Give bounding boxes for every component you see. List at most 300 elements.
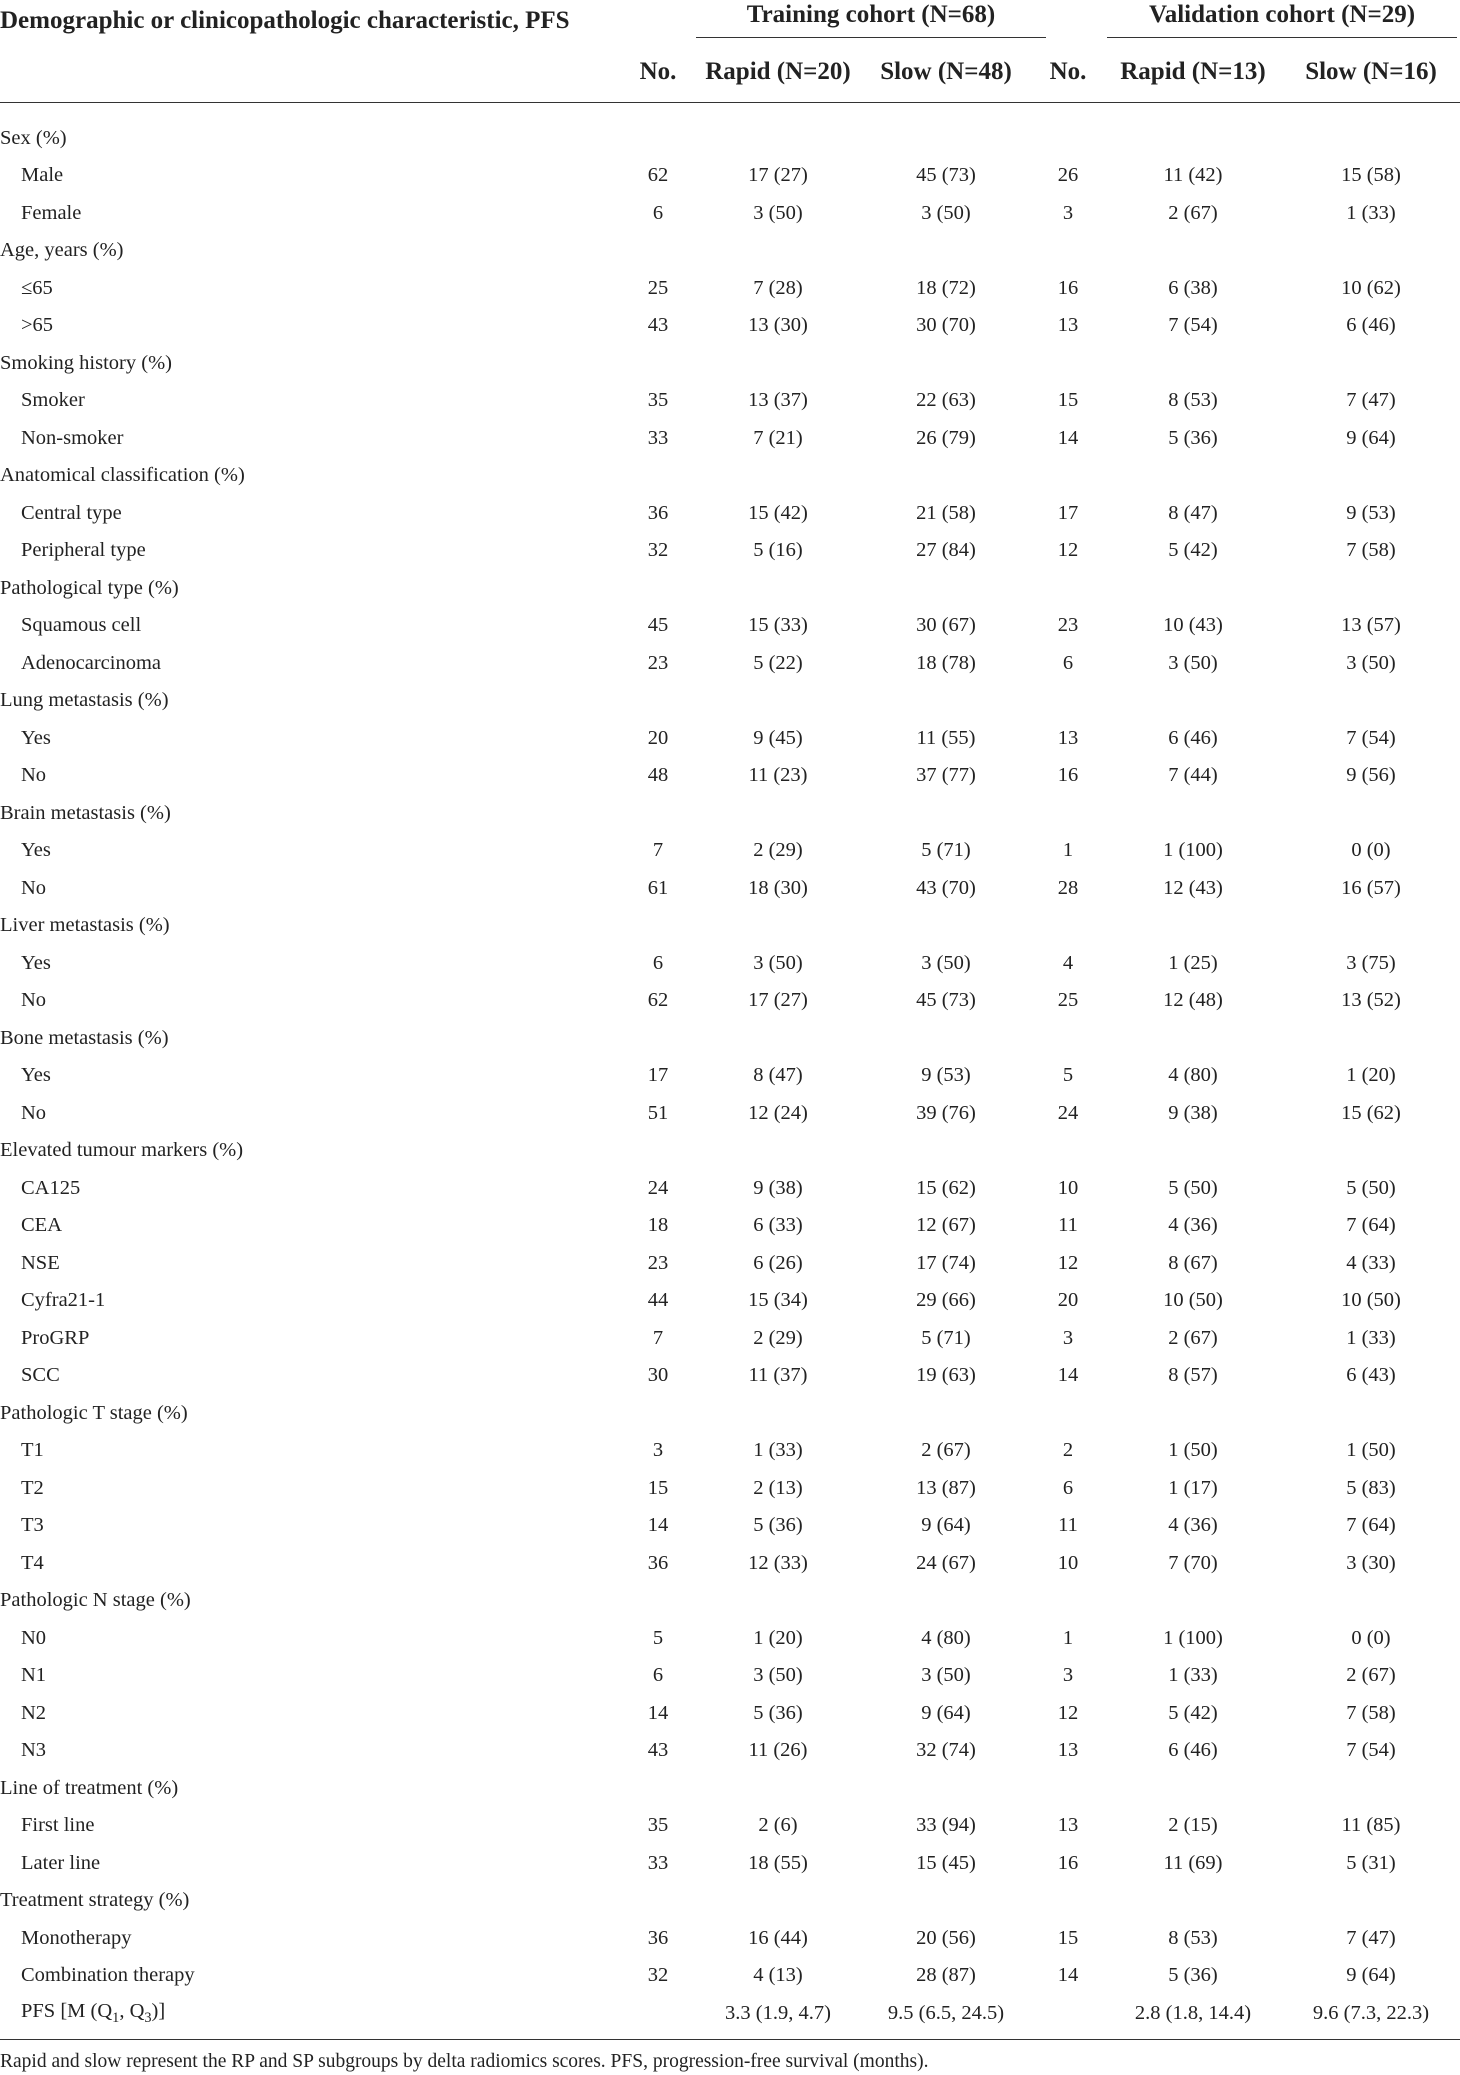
table-cell: 1: [1062, 839, 1074, 861]
table-cell: 3: [1062, 1664, 1074, 1686]
row-label: N0: [21, 1626, 47, 1649]
table-cell: 2 (15): [1168, 1814, 1218, 1836]
table-cell: 3 (30): [1346, 1551, 1396, 1574]
table-cell: 15: [647, 1476, 669, 1499]
table-cell: 18 (72): [916, 276, 976, 299]
table-cell: 33: [647, 426, 669, 449]
table-cell: 16: [1057, 276, 1079, 299]
table-cell: 13: [1057, 1814, 1079, 1836]
group-header-row: [0, 794, 1460, 832]
table-cell: 7: [652, 839, 664, 861]
table-cell: 6 (38): [1168, 276, 1218, 299]
table-cell: 3 (50): [753, 201, 803, 224]
table-cell: 12 (48): [1163, 989, 1223, 1011]
table-cell: 26 (79): [916, 426, 976, 449]
table-row: [0, 1169, 1460, 1207]
row-label: NSE: [21, 1251, 60, 1274]
table-row: [0, 1619, 1460, 1657]
table-cell: 62: [647, 164, 669, 186]
table-cell: 12 (43): [1163, 876, 1223, 899]
table-cell: 10: [1057, 1551, 1079, 1574]
table-cell: 14: [647, 1514, 669, 1536]
table-cell: 27 (84): [916, 539, 976, 561]
table-cell: 6 (46): [1346, 314, 1396, 336]
row-label: Peripheral type: [21, 539, 146, 561]
table-cell: 5 (36): [753, 1701, 803, 1724]
table-cell: 5 (16): [753, 539, 803, 561]
table-footnote: Rapid and slow represent the RP and SP subgroups by delta radiomics scores. PFS, progression-free survival (months).: [0, 2051, 929, 2072]
table-cell: 24: [1057, 1101, 1079, 1124]
table-cell: 5 (22): [753, 651, 803, 674]
table-row: [0, 1469, 1460, 1507]
table-cell: 1 (20): [1346, 1064, 1396, 1086]
table-cell: 6 (46): [1168, 1739, 1218, 1761]
row-label: Yes: [21, 1064, 51, 1086]
table-cell: 51: [647, 1101, 669, 1124]
table-cell: 22 (63): [916, 389, 976, 411]
table-cell: 10 (62): [1341, 276, 1401, 299]
group-header-row: [0, 1394, 1460, 1432]
table-cell: 9 (64): [1346, 1964, 1396, 1986]
table-cell: 5 (31): [1346, 1851, 1396, 1874]
row-label: No: [21, 876, 47, 899]
table-row: [0, 869, 1460, 907]
table-row: [0, 157, 1460, 195]
table-cell: 7 (54): [1168, 314, 1218, 336]
table-row: [0, 1844, 1460, 1882]
table-cell: 24: [647, 1176, 669, 1199]
table-cell: 20: [647, 726, 669, 749]
validation-no-header: No.: [1032, 40, 1104, 103]
table-cell: 7 (70): [1168, 1551, 1218, 1574]
row-label: Squamous cell: [21, 614, 142, 636]
row-label: ≤65: [21, 276, 53, 299]
group-header-row: [0, 1019, 1460, 1057]
table-cell: 43 (70): [916, 876, 976, 899]
row-label: Male: [21, 164, 64, 186]
table-cell: 6 (33): [753, 1214, 803, 1236]
table-cell: 7 (47): [1346, 1926, 1396, 1949]
group-label: Sex (%): [0, 126, 67, 149]
table-cell: 2 (13): [753, 1476, 803, 1499]
table-cell: 11: [1058, 1514, 1078, 1536]
table-cell: 32: [647, 1964, 669, 1986]
table-cell: 9 (45): [753, 726, 803, 749]
group-label: Pathological type (%): [0, 576, 179, 599]
table-row: [0, 1657, 1460, 1695]
table-cell: 20: [1057, 1289, 1079, 1311]
table-row: [0, 1957, 1460, 1995]
table-cell: 3: [1062, 201, 1074, 224]
table-cell: 3 (50): [1168, 651, 1218, 674]
group-header-row: [0, 1769, 1460, 1807]
table-cell: 9.5 (6.5, 24.5): [887, 2001, 1005, 2024]
table-cell: 0 (0): [1351, 1626, 1391, 1649]
table-row: [0, 1732, 1460, 1770]
table-cell: 13 (30): [748, 314, 808, 336]
table-cell: 5 (50): [1346, 1176, 1396, 1199]
table-cell: 12 (67): [916, 1214, 976, 1236]
table-cell: 15 (62): [916, 1176, 976, 1199]
table-cell: 5 (71): [921, 1326, 971, 1349]
table-cell: 10 (43): [1163, 614, 1223, 636]
table-row: [0, 1094, 1460, 1132]
table-cell: 4 (13): [753, 1964, 803, 1986]
group-header-row: [0, 1132, 1460, 1170]
header-row-subgroups: [0, 40, 1460, 103]
table-cell: 33 (94): [916, 1814, 976, 1836]
row-label: ProGRP: [21, 1326, 90, 1349]
table-cell: 30 (67): [916, 614, 976, 636]
table-cell: 15 (45): [916, 1851, 976, 1874]
row-label: N2: [21, 1701, 47, 1724]
table-cell: 1 (100): [1163, 1626, 1223, 1649]
table-cell: 1 (33): [1346, 201, 1396, 224]
table-cell: 11 (37): [748, 1364, 808, 1386]
table-cell: 12: [1057, 1701, 1079, 1724]
table-cell: 23: [647, 651, 669, 674]
table-cell: 45: [647, 614, 669, 636]
training-no-header: No.: [620, 40, 696, 103]
table-cell: 5: [1062, 1064, 1074, 1086]
table-cell: 62: [647, 989, 669, 1011]
table-cell: 9 (38): [753, 1176, 803, 1199]
table-cell: 7 (44): [1168, 764, 1218, 786]
table-cell: 4: [1062, 951, 1074, 974]
table-cell: 13: [1057, 1739, 1079, 1761]
table-cell: 5 (36): [1168, 1964, 1218, 1986]
table-cell: 18 (55): [748, 1851, 808, 1874]
table-cell: 11 (42): [1163, 164, 1223, 186]
table-cell: 11 (55): [916, 726, 976, 749]
table-row: [0, 1507, 1460, 1545]
group-header-row: [0, 1582, 1460, 1620]
group-header-row: [0, 119, 1460, 157]
table-cell: 5 (36): [1168, 426, 1218, 449]
table-cell: 5 (36): [753, 1514, 803, 1536]
table-cell: 3 (50): [921, 201, 971, 224]
group-label: Anatomical classification (%): [0, 464, 245, 486]
table-cell: 1 (33): [753, 1439, 803, 1461]
table-cell: 5 (83): [1346, 1476, 1396, 1499]
table-cell: 11: [1058, 1214, 1078, 1236]
table-cell: 8 (53): [1168, 1926, 1218, 1949]
group-header-row: [0, 569, 1460, 607]
table-cell: 7 (47): [1346, 389, 1396, 411]
table-cell: 6: [1062, 1476, 1074, 1499]
row-label: Cyfra21-1: [21, 1289, 106, 1311]
table-cell: 12: [1057, 1251, 1079, 1274]
group-header-row: [0, 344, 1460, 382]
pfs-label-part: 3: [144, 2009, 152, 2026]
validation-cohort-header: Validation cohort (N=29): [1104, 0, 1460, 40]
group-label: Pathologic T stage (%): [0, 1401, 188, 1424]
table-cell: 11 (69): [1163, 1851, 1223, 1874]
table-cell: 1 (50): [1168, 1439, 1218, 1461]
table-cell: 61: [647, 876, 669, 899]
table-cell: 1 (25): [1168, 951, 1218, 974]
row-label: CA125: [21, 1176, 81, 1199]
table-row: [0, 1282, 1460, 1320]
table-cell: 1 (20): [753, 1626, 803, 1649]
table-row: [0, 269, 1460, 307]
group-header-row: [0, 1882, 1460, 1920]
table-row: [0, 607, 1460, 645]
row-label: No: [21, 1101, 47, 1124]
table-row: [0, 1694, 1460, 1732]
table-cell: 6: [1062, 651, 1074, 674]
table-row: [0, 494, 1460, 532]
table-cell: 2 (67): [921, 1439, 971, 1461]
table-cell: 4 (80): [921, 1626, 971, 1649]
table-cell: 3 (50): [753, 1664, 803, 1686]
table-cell: 15: [1057, 1926, 1079, 1949]
table-cell: 28: [1057, 876, 1079, 899]
table-cell: 12 (24): [748, 1101, 808, 1124]
table-cell: 39 (76): [916, 1101, 976, 1124]
row-label: >65: [21, 314, 54, 336]
table-cell: 17 (27): [748, 164, 808, 186]
row-label: SCC: [21, 1364, 60, 1386]
footnote-divider: [0, 2039, 1460, 2040]
table-row: [0, 1319, 1460, 1357]
table-cell: 10 (50): [1163, 1289, 1223, 1311]
table-cell: 15 (34): [748, 1289, 808, 1311]
row-label: T1: [21, 1439, 44, 1461]
group-label: Pathologic N stage (%): [0, 1589, 191, 1611]
table-cell: 25: [647, 276, 669, 299]
table-cell: 8 (47): [753, 1064, 803, 1086]
table-cell: 16 (44): [748, 1926, 808, 1949]
table-cell: 30: [647, 1364, 669, 1386]
table-cell: 14: [1057, 1964, 1079, 1986]
table-cell: 15 (33): [748, 614, 808, 636]
validation-rapid-header: Rapid (N=13): [1104, 40, 1282, 103]
table-cell: 36: [647, 501, 669, 524]
pfs-label-part: )]: [151, 1999, 166, 2022]
table-cell: 32 (74): [916, 1739, 976, 1761]
table-cell: 15: [1057, 389, 1079, 411]
table-cell: 9.6 (7.3, 22.3): [1312, 2001, 1430, 2024]
table-cell: [1032, 1994, 1104, 2032]
table-cell: 6 (26): [753, 1251, 803, 1274]
table-row: [0, 1357, 1460, 1395]
table-cell: 2 (29): [753, 1326, 803, 1349]
table-cell: 48: [647, 764, 669, 786]
validation-slow-header: Slow (N=16): [1282, 40, 1460, 103]
table-cell: 7 (58): [1346, 539, 1396, 561]
table-cell: 12: [1057, 539, 1079, 561]
pfs-row: [0, 1994, 1460, 2032]
header-row-cohorts: [0, 0, 1460, 40]
table-row: [0, 1544, 1460, 1582]
row-label: Yes: [21, 839, 51, 861]
table-cell: 8 (47): [1168, 501, 1218, 524]
table-cell: 45 (73): [916, 989, 976, 1011]
table-cell: 12 (33): [748, 1551, 808, 1574]
table-cell: 7 (54): [1346, 1739, 1396, 1761]
table-cell: 2 (67): [1168, 201, 1218, 224]
row-label: N3: [21, 1739, 47, 1761]
group-label: Liver metastasis (%): [0, 914, 170, 936]
group-label: Treatment strategy (%): [0, 1889, 190, 1911]
row-label: Monotherapy: [21, 1926, 132, 1949]
table-cell: 36: [647, 1551, 669, 1574]
table-cell: 11 (23): [748, 764, 808, 786]
table-cell: 10 (50): [1341, 1289, 1401, 1311]
training-slow-header: Slow (N=48): [860, 40, 1032, 103]
table-cell: 15 (42): [748, 501, 808, 524]
table-cell: 16 (57): [1341, 876, 1401, 899]
table-row: [0, 719, 1460, 757]
table-cell: 6: [652, 1664, 664, 1686]
table-cell: 3 (50): [1346, 651, 1396, 674]
table-cell: 18 (78): [916, 651, 976, 674]
group-header-row: [0, 457, 1460, 495]
table-cell: 7 (64): [1346, 1214, 1396, 1236]
table-cell: 5 (71): [921, 839, 971, 861]
table-cell: 37 (77): [916, 764, 976, 786]
table-cell: 2.8 (1.8, 14.4): [1134, 2001, 1252, 2024]
row-label: Central type: [21, 501, 122, 524]
group-header-row: [0, 907, 1460, 945]
pfs-label-part: , Q: [119, 1999, 145, 2022]
table-row: [0, 1919, 1460, 1957]
pfs-label-part: 1: [112, 2009, 120, 2026]
table-cell: 8 (67): [1168, 1251, 1218, 1274]
table-cell: 16: [1057, 764, 1079, 786]
table-cell: 13 (37): [748, 389, 808, 411]
row-label: CEA: [21, 1214, 62, 1236]
table-row: [0, 644, 1460, 682]
group-label: Brain metastasis (%): [0, 801, 171, 824]
table-row: [0, 1807, 1460, 1845]
table-cell: 2: [1062, 1439, 1074, 1461]
group-label: Elevated tumour markers (%): [0, 1139, 244, 1161]
table-cell: 43: [647, 1739, 669, 1761]
table-cell: 9 (38): [1168, 1101, 1218, 1124]
table-cell: 3 (75): [1346, 951, 1396, 974]
table-cell: 32: [647, 539, 669, 561]
table-cell: 9 (53): [921, 1064, 971, 1086]
row-label: Yes: [21, 951, 51, 974]
row-label: T2: [21, 1476, 44, 1499]
table-cell: 8 (57): [1168, 1364, 1218, 1386]
table-row: [0, 532, 1460, 570]
row-label: T4: [21, 1551, 44, 1574]
table-cell: 17: [647, 1064, 669, 1086]
table-row: [0, 419, 1460, 457]
table-row: [0, 1207, 1460, 1245]
table-cell: 3: [652, 1439, 664, 1461]
table-cell: 7 (28): [753, 276, 803, 299]
table-cell: 43: [647, 314, 669, 336]
table-cell: 2 (67): [1346, 1664, 1396, 1686]
table-body: [0, 103, 1460, 2032]
group-header-row: [0, 232, 1460, 270]
group-label: Lung metastasis (%): [0, 689, 169, 711]
table-cell: 5 (50): [1168, 1176, 1218, 1199]
table-cell: 17: [1057, 501, 1079, 524]
table-cell: 44: [647, 1289, 669, 1311]
table-cell: 10: [1057, 1176, 1079, 1199]
table-cell: 4 (80): [1168, 1064, 1218, 1086]
table-cell: 9 (64): [1346, 426, 1396, 449]
table-cell: 3: [1062, 1326, 1074, 1349]
table-cell: 36: [647, 1926, 669, 1949]
table-cell: 30 (70): [916, 314, 976, 336]
table-row: [0, 194, 1460, 232]
table-cell: 16: [1057, 1851, 1079, 1874]
training-rapid-header: Rapid (N=20): [696, 40, 860, 103]
table-row: [0, 982, 1460, 1020]
table-cell: 6: [652, 201, 664, 224]
table-cell: 25: [1057, 989, 1079, 1011]
table-row: [0, 1244, 1460, 1282]
group-header-row: [0, 682, 1460, 720]
table-row: [0, 1432, 1460, 1470]
table-cell: 9 (56): [1346, 764, 1396, 786]
table-row: [0, 1057, 1460, 1095]
table-cell: 7 (21): [753, 426, 803, 449]
table-cell: 5: [652, 1626, 664, 1649]
table-cell: 29 (66): [916, 1289, 976, 1311]
table-cell: 0 (0): [1351, 839, 1391, 861]
table-cell: 26: [1057, 164, 1079, 186]
table-cell: 15 (62): [1341, 1101, 1401, 1124]
table-cell: 2 (67): [1168, 1326, 1218, 1349]
row-label: Later line: [21, 1851, 101, 1874]
table-cell: 13 (57): [1341, 614, 1401, 636]
row-label: T3: [21, 1514, 44, 1536]
group-label: Smoking history (%): [0, 351, 172, 374]
table-cell: 11 (26): [748, 1739, 808, 1761]
table-cell: 14: [647, 1701, 669, 1724]
training-cohort-header: Training cohort (N=68): [696, 0, 1032, 40]
table-cell: 45 (73): [916, 164, 976, 186]
row-label: No: [21, 764, 47, 786]
pfs-label-part: PFS [M (Q: [21, 1999, 113, 2022]
group-label: Age, years (%): [0, 239, 124, 261]
table-cell: 23: [647, 1251, 669, 1274]
table-row: [0, 832, 1460, 870]
table-cell: 8 (53): [1168, 389, 1218, 411]
table-cell: 23: [1057, 614, 1079, 636]
table-cell: 7 (54): [1346, 726, 1396, 749]
table-cell: 1 (33): [1346, 1326, 1396, 1349]
table-cell: 7: [652, 1326, 664, 1349]
table-cell: 3 (50): [753, 951, 803, 974]
table-cell: 4 (36): [1168, 1514, 1218, 1536]
row-label: Adenocarcinoma: [21, 651, 162, 674]
table-cell: 3 (50): [921, 951, 971, 974]
table-cell: 5 (42): [1168, 539, 1218, 561]
table-cell: 17 (27): [748, 989, 808, 1011]
characteristic-column-header: Demographic or clinicopathologic characteristic, PFS: [0, 6, 570, 34]
table-cell: 17 (74): [916, 1251, 976, 1274]
table-cell: [620, 1994, 696, 2032]
table-cell: 6 (43): [1346, 1364, 1396, 1386]
table-cell: 3 (50): [921, 1664, 971, 1686]
row-label: Female: [21, 201, 82, 224]
table-cell: 5 (42): [1168, 1701, 1218, 1724]
table-row: [0, 382, 1460, 420]
group-label: Bone metastasis (%): [0, 1026, 169, 1049]
table-cell: 11 (85): [1341, 1814, 1401, 1836]
table-cell: 21 (58): [916, 501, 976, 524]
row-label: Combination therapy: [21, 1964, 195, 1986]
row-label: N1: [21, 1664, 47, 1686]
